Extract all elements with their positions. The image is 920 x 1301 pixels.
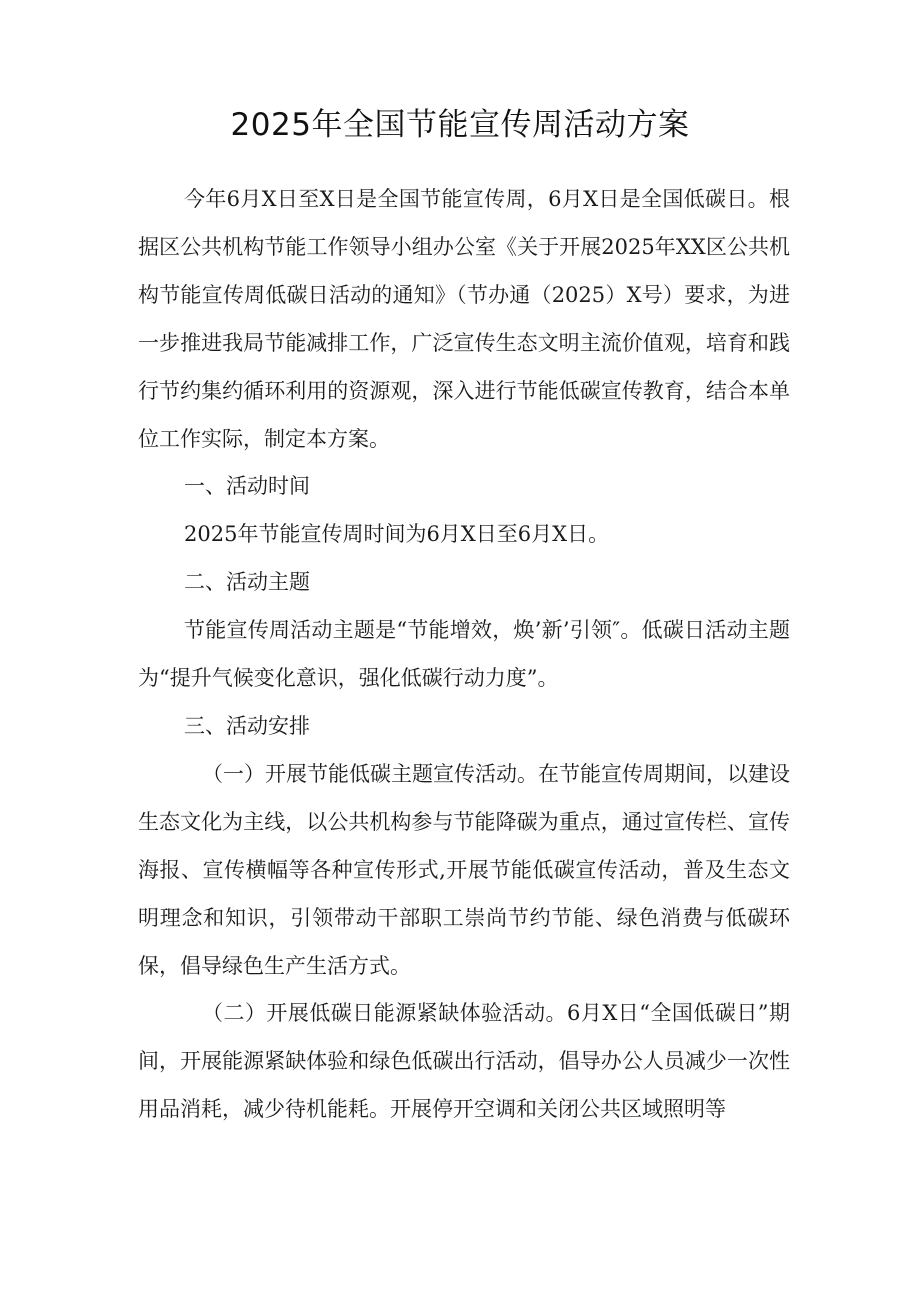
theme-paragraph: 节能宣传周活动主题是“节能增效，焕’新’引领″。低碳日活动主题为“提升气候变化意识，强化低碳行动力度”。 xyxy=(138,618,790,691)
arrangement-item-1: （一）开展节能低碳主题宣传活动。在节能宣传周期间，以建设生态文化为主线，以公共机构参与节能降碳为重点，通过宣传栏、宣传海报、宣传横幅等各种宣传形式,开展节能低碳宣传活动，普及生态文明理念和知识，引领带动干部职工崇尚节约节能、绿色消费与低碳环保，倡导绿色生产生活方式。 xyxy=(138,761,790,978)
arrangement-item-2: （二）开展低碳日能源紧缺体验活动。6月X日“全国低碳日”期间，开展能源紧缺体验和绿色低碳出行活动，倡导办公人员减少一次性用品消耗，减少待机能耗。开展停开空调和关闭公共区域照明等 xyxy=(138,1001,790,1122)
section-heading-arrangement: 三、活动安排 xyxy=(184,713,310,738)
time-paragraph: 2025年节能宣传周时间为6月X日至6月X日。 xyxy=(184,522,610,547)
intro-paragraph: 今年6月X日至X日是全国节能宣传周，6月X日是全国低碳日。根据区公共机构节能工作领导小组办公室《关于开展2025年XX区公共机构节能宣传周低碳日活动的通知》（节办通（2025）X号）要求，为进一步推进我局节能减排工作，广泛宣传生态文明主流价值观，培育和践行节约集约循环利用的资源观，深入进行节能低碳宣传教育，结合本单位工作实际，制定本方案。 xyxy=(138,187,790,451)
document-title: 2025年全国节能宣传周活动方案 xyxy=(230,107,690,143)
section-heading-time: 一、活动时间 xyxy=(184,474,310,499)
document-body xyxy=(138,176,790,1134)
section-heading-theme: 二、活动主题 xyxy=(184,570,310,595)
